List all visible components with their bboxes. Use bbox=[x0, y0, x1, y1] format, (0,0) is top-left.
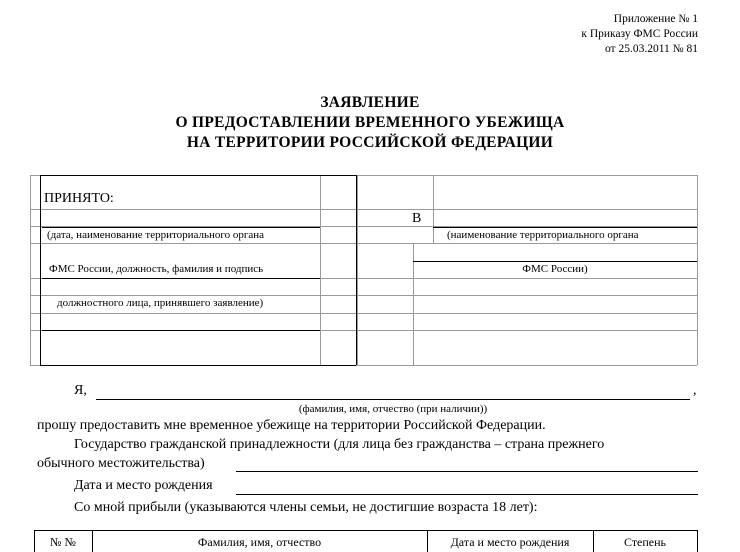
accept-frame-right bbox=[356, 175, 357, 365]
accepted-by-line bbox=[42, 330, 320, 331]
left-caption-1: (дата, наименование территориального органа bbox=[47, 229, 265, 241]
left-caption-2: ФМС России, должность, фамилия и подпись bbox=[49, 263, 264, 275]
birth-field[interactable] bbox=[236, 494, 698, 495]
document-title: ЗАЯВЛЕНИЕ bbox=[320, 94, 420, 111]
in-label: В bbox=[412, 211, 422, 226]
citizenship-label-1: Государство гражданской принадлежности (для лица без гражданства – страна прежнего bbox=[74, 437, 605, 452]
grid-line bbox=[357, 175, 358, 365]
accept-frame-bottom bbox=[40, 365, 356, 366]
appendix-line: Приложение № 1 bbox=[613, 13, 698, 25]
accept-frame-left bbox=[40, 175, 41, 365]
accepted-by-line bbox=[42, 227, 320, 228]
box-left-border bbox=[30, 175, 31, 365]
accepted-label: ПРИНЯТО: bbox=[44, 191, 114, 206]
grid-line bbox=[30, 209, 697, 210]
table-border bbox=[697, 530, 698, 552]
right-caption-2: ФМС России) bbox=[522, 263, 588, 275]
document-subtitle-1: О ПРЕДОСТАВЛЕНИИ ВРЕМЕННОГО УБЕЖИЩА bbox=[175, 114, 565, 131]
order-reference-line: к Приказу ФМС России bbox=[581, 28, 698, 40]
order-date-line: от 25.03.2011 № 81 bbox=[604, 43, 698, 55]
citizenship-label-2: обычного местожительства) bbox=[37, 456, 205, 471]
document-subtitle-2: НА ТЕРРИТОРИИ РОССИЙСКОЙ ФЕДЕРАЦИИ bbox=[186, 134, 554, 151]
accepted-by-line bbox=[42, 278, 320, 279]
right-caption-1: (наименование территориального органа bbox=[447, 229, 639, 241]
table-header-name: Фамилия, имя, отчество bbox=[197, 535, 322, 549]
grid-line bbox=[320, 175, 321, 365]
authority-line bbox=[433, 227, 697, 228]
grid-line bbox=[30, 243, 697, 244]
name-comma: , bbox=[693, 383, 697, 398]
full-name-caption: (фамилия, имя, отчество (при наличии)) bbox=[298, 403, 488, 415]
i-label: Я, bbox=[74, 383, 87, 398]
accept-frame-top bbox=[40, 175, 356, 176]
grid-line bbox=[30, 295, 697, 296]
full-name-field[interactable] bbox=[96, 399, 690, 400]
authority-line bbox=[413, 261, 697, 262]
request-text: прошу предоставить мне временное убежище на территории Российской Федерации. bbox=[37, 418, 546, 433]
left-caption-3: должностного лица, принявшего заявление) bbox=[57, 297, 264, 309]
grid-line bbox=[30, 313, 697, 314]
birth-label: Дата и место рождения bbox=[74, 478, 213, 493]
table-header-birth: Дата и место рождения bbox=[450, 535, 570, 549]
box-right-border bbox=[697, 175, 698, 365]
table-header-relation: Степень bbox=[623, 535, 667, 549]
table-header-number: № № bbox=[50, 535, 76, 549]
family-label: Со мной прибыли (указываются члены семьи, не достигшие возраста 18 лет): bbox=[74, 500, 538, 515]
table-top-border bbox=[34, 530, 698, 531]
citizenship-field[interactable] bbox=[236, 471, 698, 472]
